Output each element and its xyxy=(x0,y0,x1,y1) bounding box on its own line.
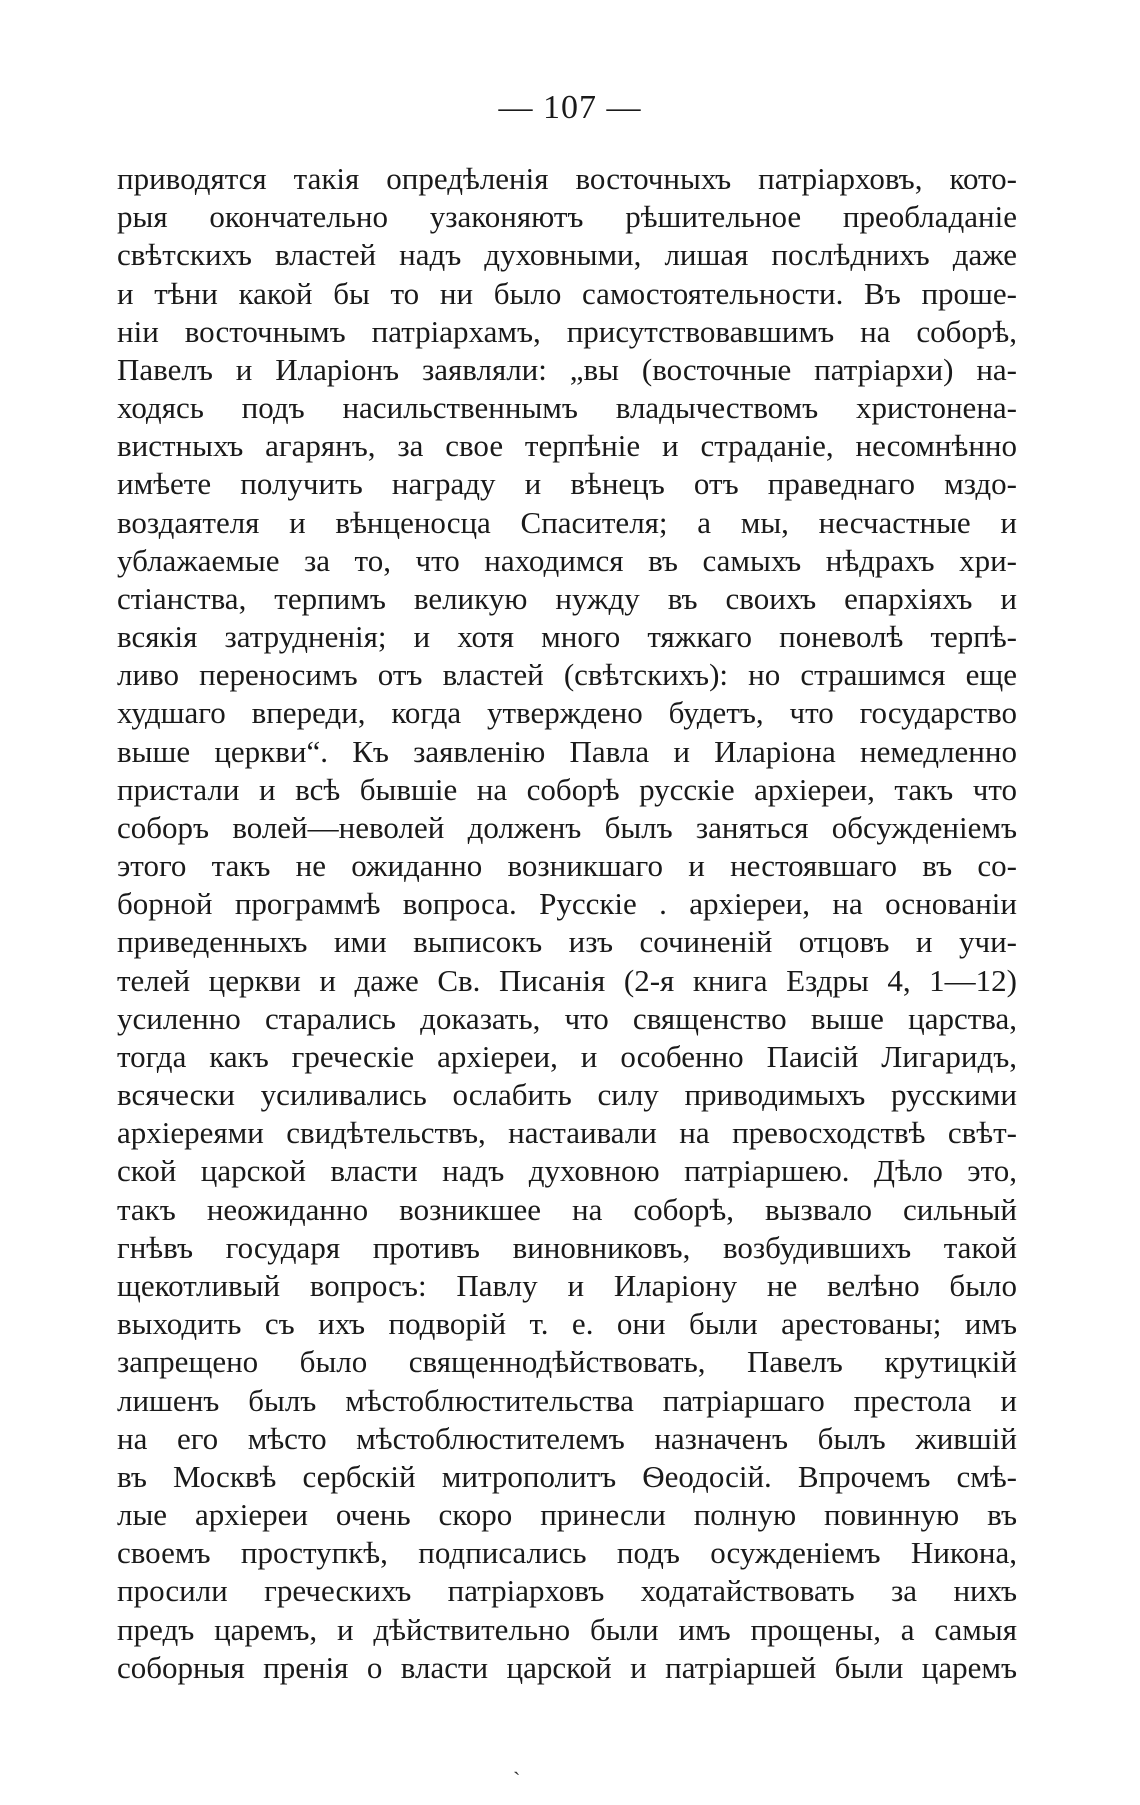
text-line: борной программѣ вопроса. Русскіе . архіереи, на основаніи xyxy=(117,886,1017,922)
text-line: и тѣни какой бы то ни было самостоятельности. Въ проше- xyxy=(117,275,1017,311)
text-line: гнѣвъ государя противъ виновниковъ, возбудившихъ такой xyxy=(117,1229,1017,1265)
stray-ink-mark: ˎ xyxy=(513,1750,521,1775)
text-line: на его мѣсто мѣстоблюстителемъ назначенъ былъ жившій xyxy=(117,1420,1017,1456)
text-line: всякія затрудненія; и хотя много тяжкаго поневолѣ терпѣ- xyxy=(117,619,1017,655)
text-line: своемъ проступкѣ, подписались подъ осужденіемъ Никона, xyxy=(117,1535,1017,1571)
text-line: лые архіереи очень скоро принесли полную повинную въ xyxy=(117,1497,1017,1533)
text-line: соборъ волей—неволей долженъ былъ заняться обсужденіемъ xyxy=(117,809,1017,845)
text-line: Павелъ и Иларіонъ заявляли: „вы (восточные патріархи) на- xyxy=(117,351,1017,387)
text-line: ходясь подъ насильственнымъ владычествомъ христоненa- xyxy=(117,390,1017,426)
text-line: приводятся такія опредѣленія восточныхъ патріарховъ, кото- xyxy=(117,161,1017,196)
text-line: усиленно старались доказать, что священство выше царства, xyxy=(117,1000,1017,1036)
text-line: такъ неожиданно возникшее на соборѣ, вызвало сильный xyxy=(117,1191,1017,1227)
text-line: лишенъ былъ мѣстоблюстительства патріаршаго престола и xyxy=(117,1382,1017,1418)
text-line: пристали и всѣ бывшіе на соборѣ русскіе архіереи, такъ что xyxy=(117,771,1017,807)
text-line: приведенныхъ ими выписокъ изъ сочиненій отцовъ и учи- xyxy=(117,924,1017,960)
text-line: выходить съ ихъ подворій т. е. они были арестованы; имъ xyxy=(117,1306,1017,1342)
text-line: тогда какъ греческіе архіереи, и особенно Паисій Лигаридъ, xyxy=(117,1038,1017,1074)
text-line: запрещено было священнодѣйствовать, Павелъ крутицкій xyxy=(117,1344,1017,1380)
text-line: предъ царемъ, и дѣйствительно были имъ прощены, а самыя xyxy=(117,1611,1017,1647)
page-number: — 107 — xyxy=(498,89,642,126)
text-line: ливо переносимъ отъ властей (свѣтскихъ): но страшимся еще xyxy=(117,657,1017,693)
text-line: рыя окончательно узаконяютъ рѣшительное преобладаніе xyxy=(117,199,1017,235)
text-line: имѣете получить награду и вѣнецъ отъ праведнаго мздо- xyxy=(117,466,1017,502)
text-line: выше церкви“. Къ заявленію Павла и Иларіона немедленно xyxy=(117,733,1017,769)
text-line: ніи восточнымъ патріархамъ, присутствовавшимъ на соборѣ, xyxy=(117,313,1017,349)
text-line: этого такъ не ожиданно возникшаго и нестоявшаго въ со- xyxy=(117,848,1017,884)
text-line: телей церкви и даже Св. Писанія (2-я книга Ездры 4, 1—12) xyxy=(117,962,1017,998)
text-line: щекотливый вопросъ: Павлу и Иларіону не велѣно было xyxy=(117,1267,1017,1303)
text-line: архіереями свидѣтельствъ, настаивали на превосходствѣ свѣт- xyxy=(117,1115,1017,1151)
text-line: воздаятеля и вѣнценосца Спасителя; а мы, несчастные и xyxy=(117,504,1017,540)
text-line: ублажаемые за то, что находимся въ самыхъ нѣдрахъ хри- xyxy=(117,542,1017,578)
text-line: всячески усиливались ослабить силу приводимыхъ русскими xyxy=(117,1077,1017,1113)
text-line: стіанства, терпимъ великую нужду въ своихъ епархіяхъ и xyxy=(117,580,1017,616)
body-text xyxy=(117,160,1017,1687)
text-line: вистныхъ агарянъ, за свое терпѣніе и страданіе, несомнѣнно xyxy=(117,428,1017,464)
text-line: соборныя пренія о власти царской и патріаршей были царемъ xyxy=(117,1649,1017,1685)
text-line: худшаго впереди, когда утверждено будетъ, что государство xyxy=(117,695,1017,731)
text-line: свѣтскихъ властей надъ духовными, лишая послѣднихъ даже xyxy=(117,237,1017,273)
text-line: въ Москвѣ сербскій митрополитъ Ѳеодосій. Впрочемъ смѣ- xyxy=(117,1458,1017,1494)
text-line: ской царской власти надъ духовною патріаршею. Дѣло это, xyxy=(117,1153,1017,1189)
text-line: просили греческихъ патріарховъ ходатайствовать за нихъ xyxy=(117,1573,1017,1609)
